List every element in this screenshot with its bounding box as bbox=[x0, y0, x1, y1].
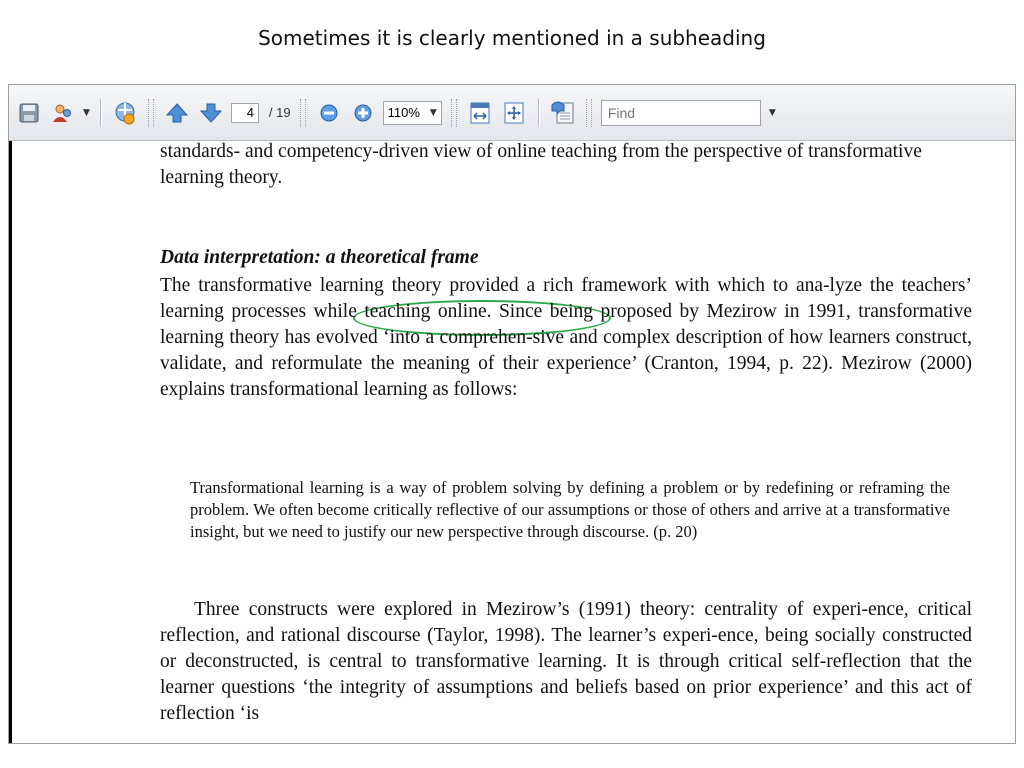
collaborate-icon[interactable] bbox=[111, 99, 139, 127]
fit-page-icon[interactable] bbox=[500, 99, 528, 127]
slide-title: Sometimes it is clearly mentioned in a subheading bbox=[258, 26, 766, 50]
page-total-label: / 19 bbox=[268, 105, 291, 120]
comment-icon[interactable] bbox=[549, 99, 577, 127]
zoom-out-icon[interactable] bbox=[315, 99, 343, 127]
page-number-input[interactable] bbox=[231, 103, 259, 123]
toolbar-separator bbox=[538, 99, 539, 127]
chevron-down-icon[interactable]: ▼ bbox=[768, 107, 776, 118]
zoom-value: 110% bbox=[387, 105, 420, 120]
paragraph: The transformative learning theory provided a rich framework with which to ana-lyze the teachers’ learning processes while teaching online. Since being proposed by Mezirow in 1991, transformative learning theory has evolved ‘into a comprehen-sive and complex description of how learners construct, validate, and reformulate the meaning of their experience’ (Cranton, 1994, p. 22). Mezirow (2000) explains transformational learning as follows: bbox=[160, 275, 972, 400]
fit-width-icon[interactable] bbox=[466, 99, 494, 127]
page-up-arrow-icon[interactable] bbox=[163, 99, 191, 127]
pdf-viewer-window bbox=[8, 84, 1016, 744]
toolbar-grip bbox=[451, 99, 457, 127]
print-user-icon[interactable] bbox=[49, 99, 77, 127]
save-icon[interactable] bbox=[15, 99, 43, 127]
toolbar-grip bbox=[300, 99, 306, 127]
toolbar-separator bbox=[100, 99, 101, 127]
document-page bbox=[9, 141, 1015, 744]
section-heading: Data interpretation: a theoretical frame bbox=[160, 247, 479, 268]
chevron-down-icon[interactable]: ▼ bbox=[83, 107, 90, 118]
toolbar-grip bbox=[148, 99, 154, 127]
paragraph: Three constructs were explored in Mezirow’s (1991) theory: centrality of experi-ence, critical reflection, and rational discourse (Taylor, 1998). The learner’s experi-ence, being socially constructed or deconstructed, is central to transformative learning. It is through critical self-reflection that the learner questions ‘the integrity of assumptions and beliefs based on prior experience’ and this act of reflection ‘is bbox=[160, 599, 972, 724]
pdf-toolbar bbox=[9, 85, 1015, 141]
chevron-down-icon[interactable]: ▼ bbox=[429, 107, 437, 118]
block-quote: Transformational learning is a way of problem solving by defining a problem or by redefining or reframing the problem. We often become critically reflective of our assumptions or those of others and arrive at a transformative insight, but we need to justify our new perspective through discourse. (p. 20) bbox=[190, 478, 950, 541]
toolbar-grip bbox=[586, 99, 592, 127]
zoom-select[interactable] bbox=[383, 101, 442, 125]
page-down-arrow-icon[interactable] bbox=[197, 99, 225, 127]
find-input[interactable] bbox=[601, 100, 761, 126]
zoom-in-icon[interactable] bbox=[349, 99, 377, 127]
paragraph: standards- and competency-driven view of online teaching from the perspective of transformative learning theory. bbox=[160, 141, 922, 188]
